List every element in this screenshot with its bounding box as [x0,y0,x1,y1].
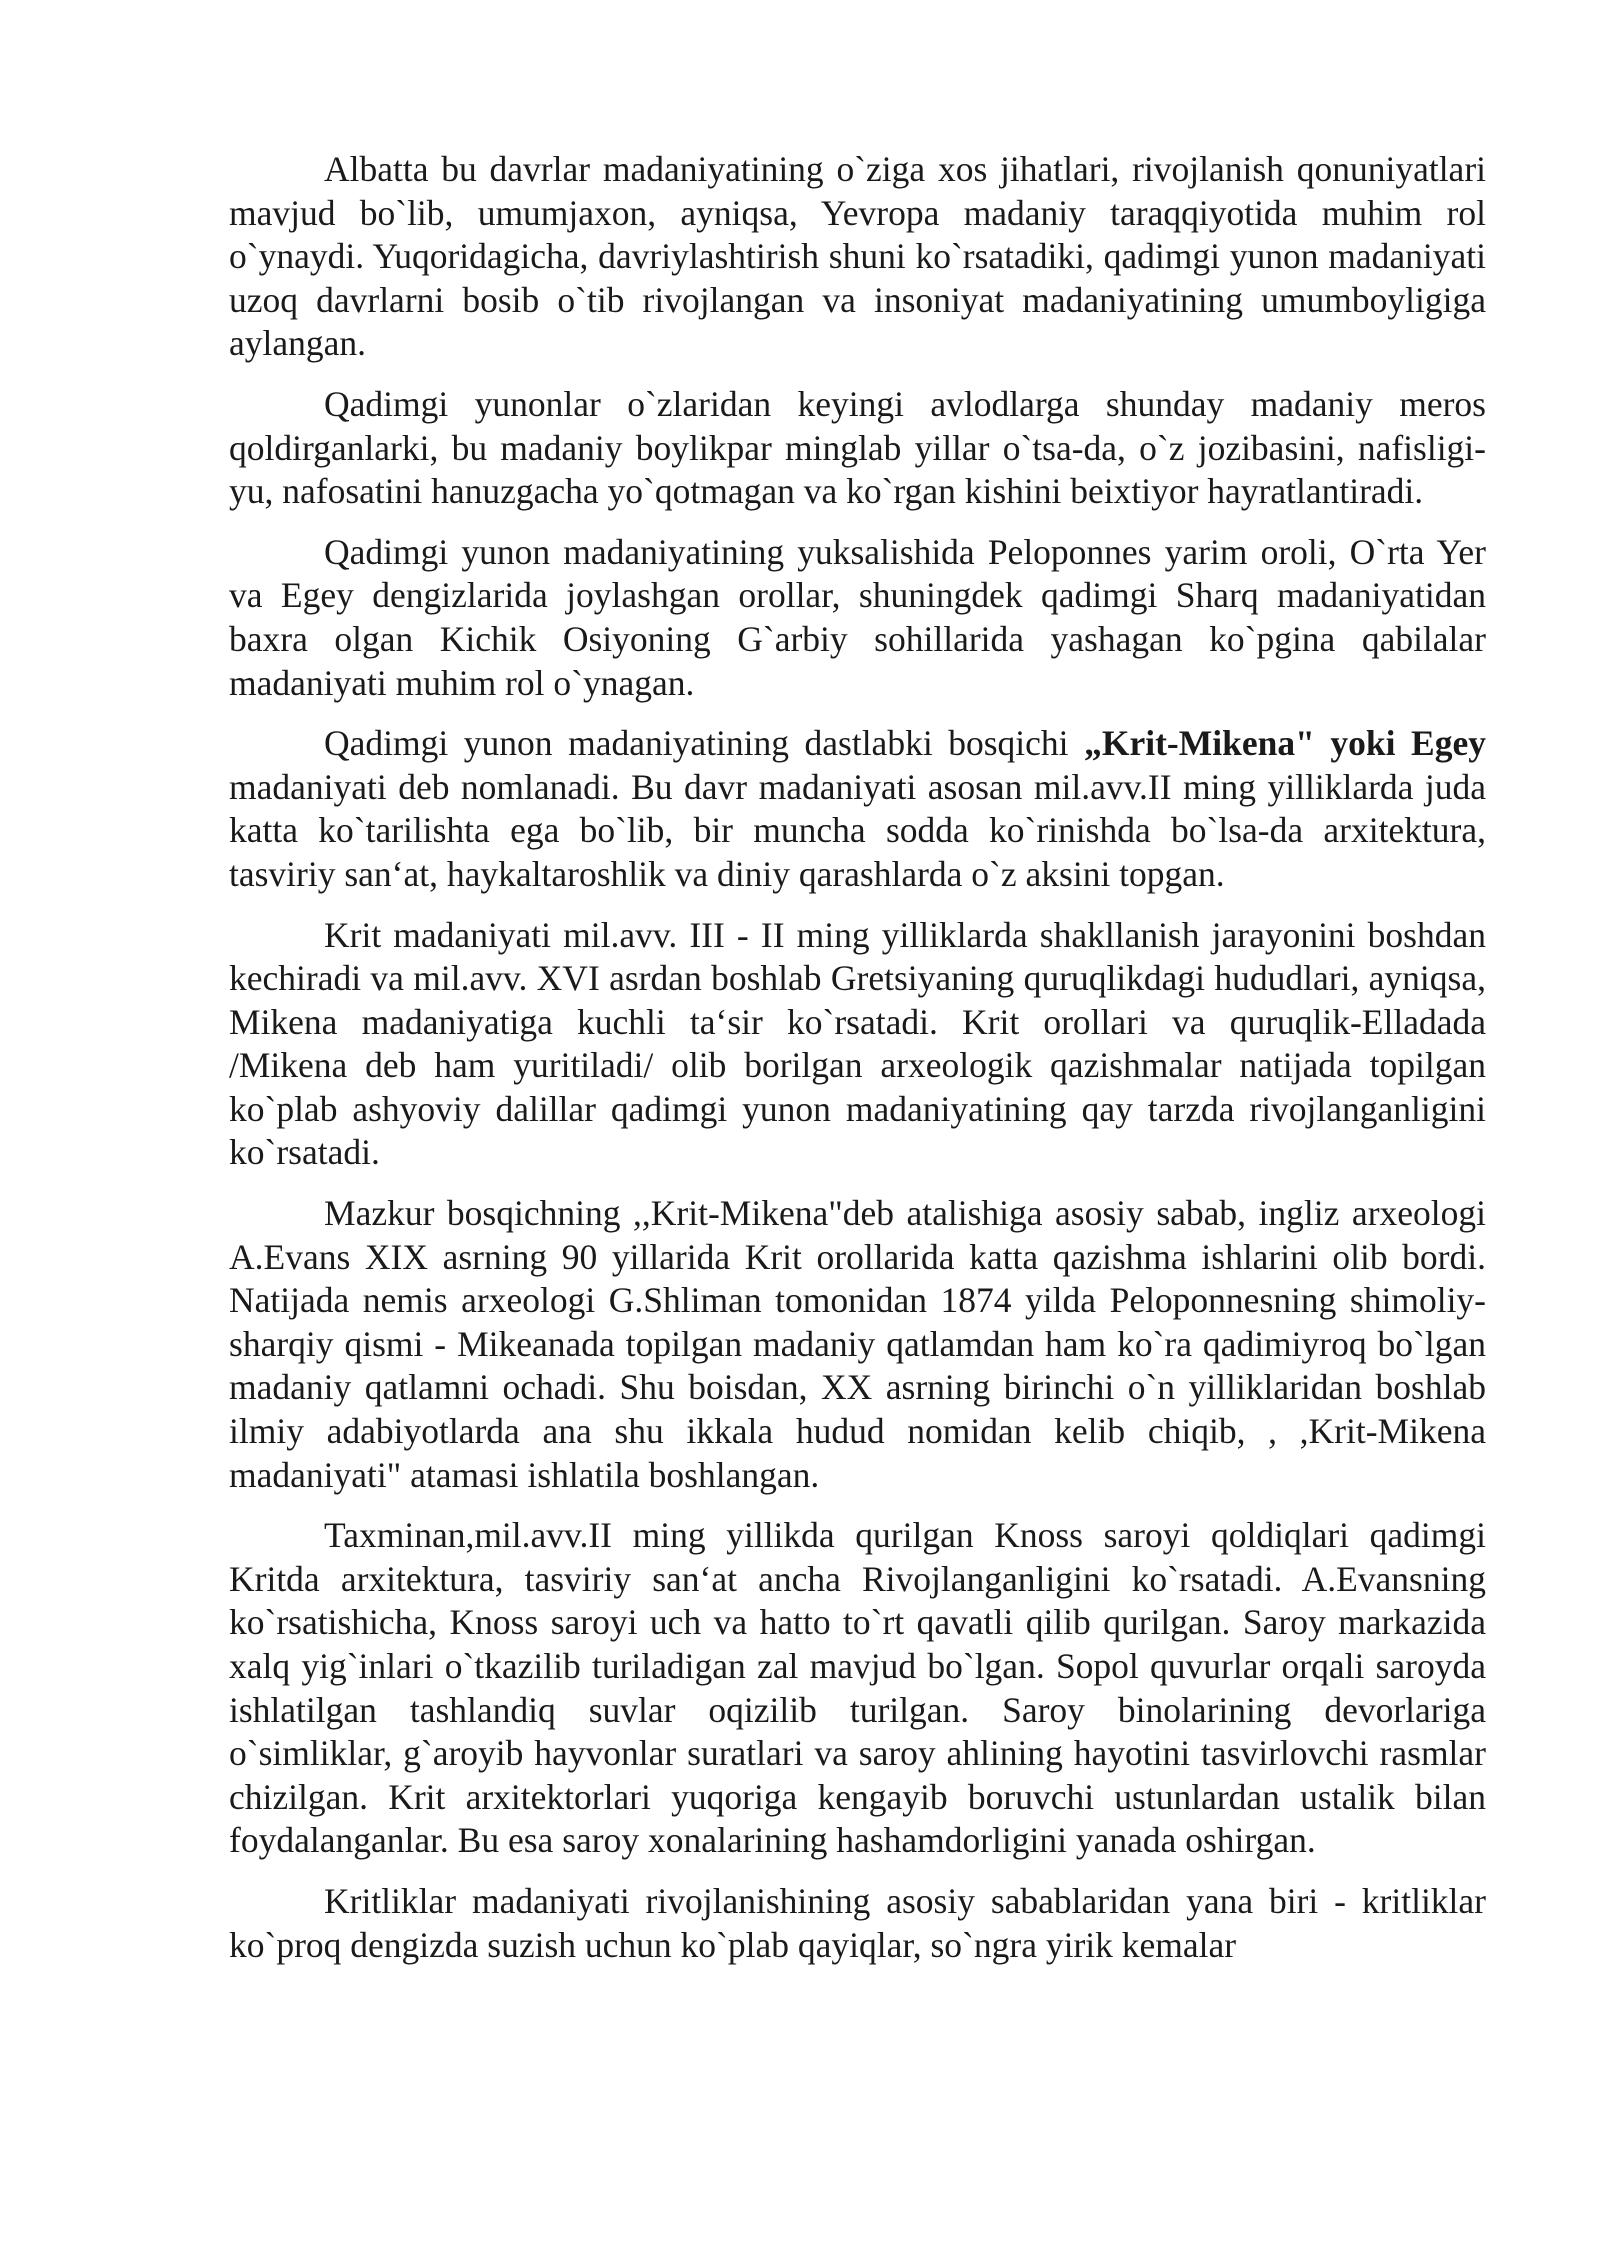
paragraph-8 [229,1880,1486,1967]
paragraph-4-bold-term: „Krit-Mikena" yoki Egey [1084,723,1486,764]
paragraph-8-text: Kritliklar madaniyati rivojlanishining asosiy sabablaridan yana biri - kritliklar ko`proq dengizda suzish uchun ko`plab qayiqlar, so`ngra yirik kemalar [229,1880,1486,1965]
paragraph-4 [229,722,1486,896]
paragraph-2-text: Qadimgi yunonlar o`zlaridan keyingi avlodlarga shunday madaniy meros qoldirganlarki, bu madaniy boylikpar minglab yillar o`tsa-da, o`z jozibasini, nafisligi-yu, nafosatini hanuzgacha yo`qotmagan va ko`rgan kishini beixtiyor hayratlantiradi. [229,383,1486,512]
paragraph-2 [229,383,1486,514]
paragraph-3 [229,531,1486,705]
paragraph-6-text: Mazkur bosqichning ,,Krit-Mikena"deb atalishiga asosiy sabab, ingliz arxeologi A.Evans XIX asrning 90 yillarida Krit orollarida katta qazishma ishlarini olib bordi. Natijada nemis arxeologi G.Shliman tomonidan 1874 yilda Peloponnesning shimoliy-sharqiy qismi - Mikeanada topilgan madaniy qatlamdan ham ko`ra qadimiyroq bo`lgan madaniy qatlamni ochadi. Shu boisdan, XX asrning birinchi o`n yilliklaridan boshlab ilmiy adabiyotlarda ana shu ikkala hudud nomidan kelib chiqib, , ,Krit-Mikena madaniyati" atamasi ishlatila boshlangan. [229,1193,1486,1495]
paragraph-3-text: Qadimgi yunon madaniyatining yuksalishida Peloponnes yarim oroli, O`rta Yer va Egey dengizlarida joylashgan orollar, shuningdek qadimgi Sharq madaniyatidan baxra olgan Kichik Osiyoning G`arbiy sohillarida yashagan ko`pgina qabilalar madaniyati muhim rol o`ynagan. [229,531,1486,703]
paragraph-7-text: Taxminan,mil.avv.II ming yillikda qurilgan Knoss saroyi qoldiqlari qadimgi Kritda arxitektura, tasviriy san‘at ancha Rivojlanganligini ko`rsatadi. A.Evansning ko`rsatishicha, Knoss saroyi uch va hatto to`rt qavatli qilib qurilgan. Saroy markazida xalq yig`inlari o`tkazilib turiladigan zal mavjud bo`lgan. Sopol quvurlar orqali saroyda ishlatilgan tashlandiq suvlar oqizilib turilgan. Saroy binolarining devorlariga o`simliklar, g`aroyib hayvonlar suratlari va saroy ahlining hayotini tasvirlovchi rasmlar chizilgan. Krit arxitektorlari yuqoriga kengayib boruvchi ustunlardan ustalik bilan foydalanganlar. Bu esa saroy xonalarining hashamdorligini yanada oshirgan. [229,1515,1486,1861]
paragraph-1-text: Albatta bu davrlar madaniyatining o`ziga xos jihatlari, rivojlanish qonuniyatlari mavjud bo`lib, umumjaxon, ayniqsa, Yevropa madaniy taraqqiyotida muhim rol o`ynaydi. Yuqoridagicha, davriylashtirish shuni ko`rsatadiki, qadimgi yunon madaniyati uzoq davrlarni bosib o`tib rivojlangan va insoniyat madaniyatining umumboyligiga aylangan. [229,149,1486,364]
paragraph-6 [229,1192,1486,1497]
paragraph-4-text-start: Qadimgi yunon madaniyatining dastlabki bosqichi [324,723,1085,764]
paragraph-7 [229,1514,1486,1863]
document-page [229,148,1486,1984]
paragraph-4-text-end: madaniyati deb nomlanadi. Bu davr madaniyati asosan mil.avv.II ming yilliklarda juda katta ko`tarilishta ega bo`lib, bir muncha sodda ko`rinishda bo`lsa-da arxitektura, tasviriy san‘at, haykaltaroshlik va diniy qarashlarda o`z aksini topgan. [229,766,1486,894]
paragraph-5-text: Krit madaniyati mil.avv. III - II ming yilliklarda shakllanish jarayonini boshdan kechiradi va mil.avv. XVI asrdan boshlab Gretsiyaning quruqlikdagi hududlari, ayniqsa, Mikena madaniyatiga kuchli ta‘sir ko`rsatadi. Krit orollari va quruqlik-Elladada /Mikena deb ham yuritiladi/ olib borilgan arxeologik qazishmalar natijada topilgan ko`plab ashyoviy dalillar qadimgi yunon madaniyatining qay tarzda rivojlanganligini ko`rsatadi. [229,914,1486,1173]
paragraph-5 [229,914,1486,1176]
paragraph-1 [229,148,1486,366]
